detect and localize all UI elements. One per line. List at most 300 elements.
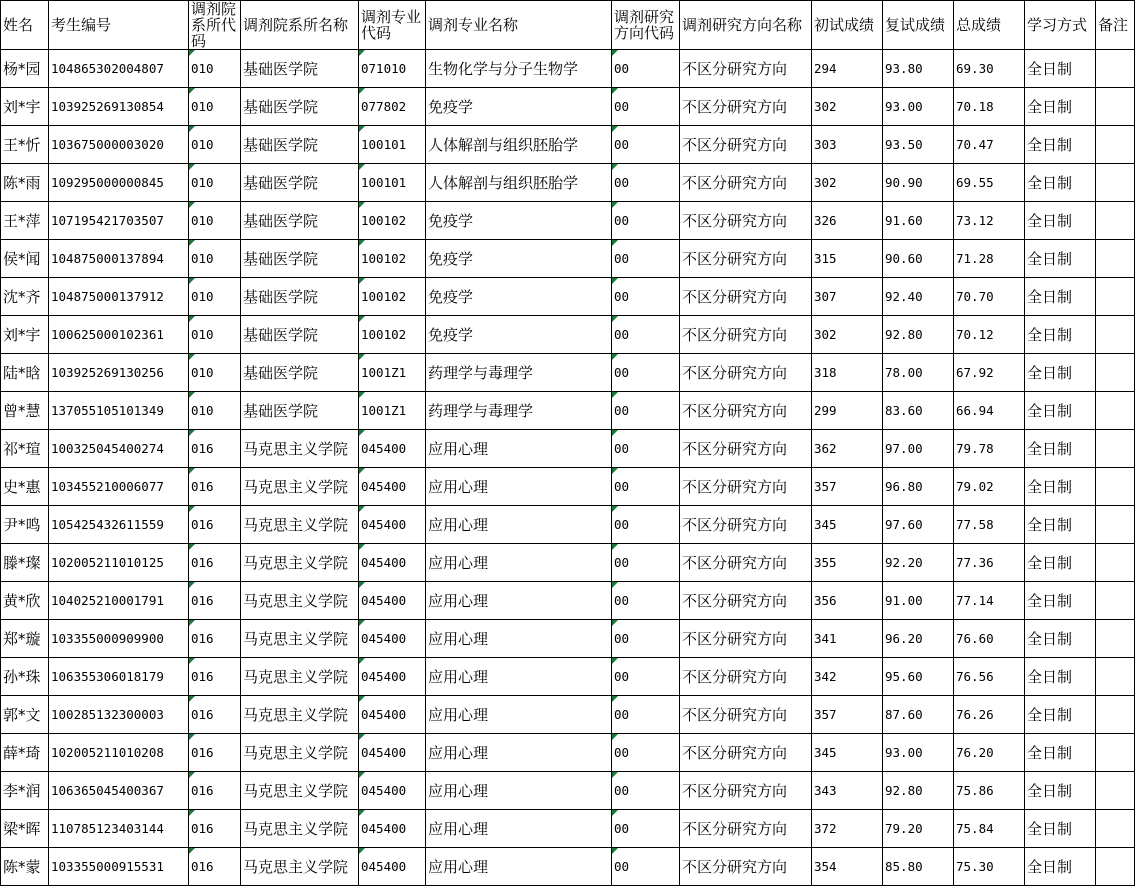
table-cell xyxy=(1096,392,1135,430)
table-cell: 全日制 xyxy=(1025,316,1096,354)
table-cell: 曾*慧 xyxy=(1,392,49,430)
table-cell: 应用心理 xyxy=(426,506,612,544)
table-cell: 00 xyxy=(612,772,680,810)
table-cell: 016 xyxy=(189,848,241,886)
table-cell: 马克思主义学院 xyxy=(241,658,359,696)
table-cell: 马克思主义学院 xyxy=(241,468,359,506)
table-cell: 1001Z1 xyxy=(359,392,426,430)
table-cell: 045400 xyxy=(359,734,426,772)
table-cell: 免疫学 xyxy=(426,202,612,240)
table-cell: 王*萍 xyxy=(1,202,49,240)
table-cell: 104865302004807 xyxy=(49,50,189,88)
table-cell: 95.60 xyxy=(883,658,954,696)
table-cell: 69.30 xyxy=(954,50,1025,88)
table-cell: 应用心理 xyxy=(426,620,612,658)
table-cell xyxy=(1096,430,1135,468)
table-cell: 马克思主义学院 xyxy=(241,620,359,658)
table-cell: 110785123403144 xyxy=(49,810,189,848)
table-cell: 00 xyxy=(612,316,680,354)
table-cell: 010 xyxy=(189,50,241,88)
table-cell xyxy=(1096,354,1135,392)
table-cell: 107195421703507 xyxy=(49,202,189,240)
table-cell: 陈*蒙 xyxy=(1,848,49,886)
table-cell: 不区分研究方向 xyxy=(680,278,812,316)
table-cell: 00 xyxy=(612,278,680,316)
table-cell: 全日制 xyxy=(1025,50,1096,88)
table-row xyxy=(1,620,1135,658)
table-cell: 生物化学与分子生物学 xyxy=(426,50,612,88)
table-cell: 70.12 xyxy=(954,316,1025,354)
table-cell: 354 xyxy=(812,848,883,886)
table-cell: 陈*雨 xyxy=(1,164,49,202)
table-cell: 全日制 xyxy=(1025,848,1096,886)
table-cell xyxy=(1096,164,1135,202)
table-cell xyxy=(1096,126,1135,164)
table-cell: 基础医学院 xyxy=(241,354,359,392)
table-cell: 76.20 xyxy=(954,734,1025,772)
table-cell xyxy=(1096,468,1135,506)
table-cell: 应用心理 xyxy=(426,772,612,810)
table-cell: 016 xyxy=(189,430,241,468)
table-cell: 362 xyxy=(812,430,883,468)
table-cell: 345 xyxy=(812,734,883,772)
table-cell: 不区分研究方向 xyxy=(680,316,812,354)
column-header: 姓名 xyxy=(1,1,49,50)
table-cell: 045400 xyxy=(359,696,426,734)
table-cell: 应用心理 xyxy=(426,848,612,886)
table-cell xyxy=(1096,240,1135,278)
table-cell: 免疫学 xyxy=(426,278,612,316)
table-cell: 不区分研究方向 xyxy=(680,810,812,848)
table-cell: 103355000909900 xyxy=(49,620,189,658)
table-cell: 孙*珠 xyxy=(1,658,49,696)
table-cell: 92.80 xyxy=(883,316,954,354)
header-row xyxy=(1,1,1135,50)
table-cell: 全日制 xyxy=(1025,734,1096,772)
table-cell: 全日制 xyxy=(1025,164,1096,202)
table-cell: 103675000003020 xyxy=(49,126,189,164)
table-cell: 不区分研究方向 xyxy=(680,354,812,392)
table-cell: 马克思主义学院 xyxy=(241,848,359,886)
table-cell: 303 xyxy=(812,126,883,164)
table-row xyxy=(1,696,1135,734)
table-cell xyxy=(1096,544,1135,582)
table-cell: 不区分研究方向 xyxy=(680,468,812,506)
table-cell: 016 xyxy=(189,544,241,582)
table-cell: 016 xyxy=(189,658,241,696)
table-cell: 王*忻 xyxy=(1,126,49,164)
table-cell: 299 xyxy=(812,392,883,430)
table-cell xyxy=(1096,620,1135,658)
table-cell: 免疫学 xyxy=(426,88,612,126)
table-row xyxy=(1,848,1135,886)
table-cell: 沈*齐 xyxy=(1,278,49,316)
table-cell: 应用心理 xyxy=(426,810,612,848)
table-cell xyxy=(1096,582,1135,620)
table-cell: 全日制 xyxy=(1025,392,1096,430)
table-cell: 刘*宇 xyxy=(1,316,49,354)
table-cell: 应用心理 xyxy=(426,544,612,582)
table-cell: 00 xyxy=(612,658,680,696)
table-cell: 010 xyxy=(189,354,241,392)
table-cell xyxy=(1096,506,1135,544)
column-header: 学习方式 xyxy=(1025,1,1096,50)
table-cell: 106355306018179 xyxy=(49,658,189,696)
table-cell: 全日制 xyxy=(1025,658,1096,696)
column-header: 总成绩 xyxy=(954,1,1025,50)
table-cell: 全日制 xyxy=(1025,772,1096,810)
table-cell: 全日制 xyxy=(1025,468,1096,506)
table-cell: 00 xyxy=(612,392,680,430)
table-cell: 071010 xyxy=(359,50,426,88)
table-cell: 基础医学院 xyxy=(241,202,359,240)
table-cell: 103925269130256 xyxy=(49,354,189,392)
table-cell: 应用心理 xyxy=(426,696,612,734)
table-cell: 不区分研究方向 xyxy=(680,848,812,886)
table-cell: 355 xyxy=(812,544,883,582)
table-row xyxy=(1,240,1135,278)
table-cell xyxy=(1096,848,1135,886)
table-cell: 应用心理 xyxy=(426,468,612,506)
table-cell: 045400 xyxy=(359,506,426,544)
table-cell: 不区分研究方向 xyxy=(680,582,812,620)
table-cell: 341 xyxy=(812,620,883,658)
table-cell: 010 xyxy=(189,240,241,278)
table-cell: 00 xyxy=(612,734,680,772)
table-cell: 79.78 xyxy=(954,430,1025,468)
table-cell: 全日制 xyxy=(1025,696,1096,734)
table-cell: 85.80 xyxy=(883,848,954,886)
column-header: 初试成绩 xyxy=(812,1,883,50)
table-cell: 基础医学院 xyxy=(241,240,359,278)
table-cell xyxy=(1096,772,1135,810)
table-cell: 不区分研究方向 xyxy=(680,50,812,88)
table-cell: 基础医学院 xyxy=(241,278,359,316)
table-cell: 045400 xyxy=(359,544,426,582)
table-cell: 010 xyxy=(189,202,241,240)
table-cell xyxy=(1096,696,1135,734)
column-header: 调剂专业名称 xyxy=(426,1,612,50)
table-cell: 100102 xyxy=(359,278,426,316)
table-cell: 103925269130854 xyxy=(49,88,189,126)
table-cell: 016 xyxy=(189,772,241,810)
table-cell: 294 xyxy=(812,50,883,88)
table-cell xyxy=(1096,50,1135,88)
table-cell: 91.00 xyxy=(883,582,954,620)
table-cell xyxy=(1096,810,1135,848)
table-cell: 基础医学院 xyxy=(241,50,359,88)
table-row xyxy=(1,582,1135,620)
table-cell: 马克思主义学院 xyxy=(241,734,359,772)
table-cell: 010 xyxy=(189,316,241,354)
table-cell: 97.60 xyxy=(883,506,954,544)
table-cell: 马克思主义学院 xyxy=(241,582,359,620)
table-cell: 00 xyxy=(612,544,680,582)
table-cell: 00 xyxy=(612,506,680,544)
table-cell: 李*润 xyxy=(1,772,49,810)
table-cell: 刘*宇 xyxy=(1,88,49,126)
table-cell: 不区分研究方向 xyxy=(680,164,812,202)
table-cell: 1001Z1 xyxy=(359,354,426,392)
table-cell: 不区分研究方向 xyxy=(680,506,812,544)
table-cell xyxy=(1096,278,1135,316)
table-cell: 102005211010125 xyxy=(49,544,189,582)
table-cell: 基础医学院 xyxy=(241,316,359,354)
table-cell: 全日制 xyxy=(1025,810,1096,848)
table-row xyxy=(1,430,1135,468)
table-cell: 91.60 xyxy=(883,202,954,240)
table-cell: 045400 xyxy=(359,620,426,658)
table-cell: 045400 xyxy=(359,848,426,886)
table-row xyxy=(1,734,1135,772)
table-row xyxy=(1,164,1135,202)
table-row xyxy=(1,316,1135,354)
table-cell: 00 xyxy=(612,848,680,886)
table-cell: 黄*欣 xyxy=(1,582,49,620)
table-cell: 87.60 xyxy=(883,696,954,734)
table-cell: 不区分研究方向 xyxy=(680,126,812,164)
table-cell: 76.60 xyxy=(954,620,1025,658)
table-cell: 103355000915531 xyxy=(49,848,189,886)
table-cell: 全日制 xyxy=(1025,126,1096,164)
table-cell: 郑*璇 xyxy=(1,620,49,658)
table-cell: 不区分研究方向 xyxy=(680,620,812,658)
table-cell: 100625000102361 xyxy=(49,316,189,354)
table-cell: 70.18 xyxy=(954,88,1025,126)
table-cell: 应用心理 xyxy=(426,658,612,696)
table-cell: 史*惠 xyxy=(1,468,49,506)
table-cell: 315 xyxy=(812,240,883,278)
table-cell: 100101 xyxy=(359,126,426,164)
table-cell: 00 xyxy=(612,50,680,88)
table-cell: 薛*琦 xyxy=(1,734,49,772)
table-cell: 76.56 xyxy=(954,658,1025,696)
table-cell: 016 xyxy=(189,582,241,620)
table-cell: 66.94 xyxy=(954,392,1025,430)
table-cell: 104875000137912 xyxy=(49,278,189,316)
table-cell: 79.20 xyxy=(883,810,954,848)
table-cell: 356 xyxy=(812,582,883,620)
table-cell: 77.14 xyxy=(954,582,1025,620)
table-cell: 不区分研究方向 xyxy=(680,696,812,734)
table-cell: 不区分研究方向 xyxy=(680,658,812,696)
table-cell: 016 xyxy=(189,506,241,544)
table-cell: 010 xyxy=(189,164,241,202)
table-cell: 不区分研究方向 xyxy=(680,772,812,810)
table-cell: 00 xyxy=(612,202,680,240)
table-cell: 045400 xyxy=(359,430,426,468)
column-header: 调剂研究方向名称 xyxy=(680,1,812,50)
table-cell: 郭*文 xyxy=(1,696,49,734)
table-cell: 马克思主义学院 xyxy=(241,506,359,544)
table-cell: 药理学与毒理学 xyxy=(426,392,612,430)
table-cell: 00 xyxy=(612,468,680,506)
column-header: 考生编号 xyxy=(49,1,189,50)
table-row xyxy=(1,278,1135,316)
table-cell: 100102 xyxy=(359,202,426,240)
table-cell: 全日制 xyxy=(1025,430,1096,468)
table-cell: 应用心理 xyxy=(426,582,612,620)
table-cell: 基础医学院 xyxy=(241,392,359,430)
table-row xyxy=(1,544,1135,582)
table-cell: 100102 xyxy=(359,240,426,278)
table-cell: 药理学与毒理学 xyxy=(426,354,612,392)
table-cell xyxy=(1096,202,1135,240)
table-cell: 010 xyxy=(189,88,241,126)
table-cell: 357 xyxy=(812,468,883,506)
table-cell: 92.80 xyxy=(883,772,954,810)
table-cell: 00 xyxy=(612,88,680,126)
table-cell: 基础医学院 xyxy=(241,164,359,202)
table-cell: 93.50 xyxy=(883,126,954,164)
table-cell: 93.00 xyxy=(883,734,954,772)
table-cell: 342 xyxy=(812,658,883,696)
table-cell: 马克思主义学院 xyxy=(241,544,359,582)
table-cell: 045400 xyxy=(359,658,426,696)
table-cell: 不区分研究方向 xyxy=(680,240,812,278)
table-cell: 93.00 xyxy=(883,88,954,126)
table-cell: 103455210006077 xyxy=(49,468,189,506)
table-cell: 045400 xyxy=(359,810,426,848)
table-cell: 全日制 xyxy=(1025,544,1096,582)
table-cell: 00 xyxy=(612,164,680,202)
table-cell: 不区分研究方向 xyxy=(680,392,812,430)
table-cell: 67.92 xyxy=(954,354,1025,392)
table-cell: 045400 xyxy=(359,582,426,620)
table-cell: 343 xyxy=(812,772,883,810)
table-cell: 75.30 xyxy=(954,848,1025,886)
table-row xyxy=(1,126,1135,164)
table-cell: 104025210001791 xyxy=(49,582,189,620)
table-cell xyxy=(1096,316,1135,354)
table-cell: 96.80 xyxy=(883,468,954,506)
table-cell: 326 xyxy=(812,202,883,240)
table-cell: 不区分研究方向 xyxy=(680,202,812,240)
table-header xyxy=(1,1,1135,50)
table-row xyxy=(1,658,1135,696)
table-row xyxy=(1,50,1135,88)
table-cell: 100285132300003 xyxy=(49,696,189,734)
table-cell: 杨*园 xyxy=(1,50,49,88)
table-cell xyxy=(1096,734,1135,772)
table-cell: 75.86 xyxy=(954,772,1025,810)
table-cell: 69.55 xyxy=(954,164,1025,202)
table-cell: 不区分研究方向 xyxy=(680,734,812,772)
table-cell: 全日制 xyxy=(1025,202,1096,240)
table-cell xyxy=(1096,658,1135,696)
table-cell: 106365045400367 xyxy=(49,772,189,810)
table-cell: 010 xyxy=(189,126,241,164)
table-cell: 96.20 xyxy=(883,620,954,658)
table-cell: 00 xyxy=(612,354,680,392)
table-cell: 70.70 xyxy=(954,278,1025,316)
table-cell: 不区分研究方向 xyxy=(680,88,812,126)
table-cell: 全日制 xyxy=(1025,354,1096,392)
table-cell: 人体解剖与组织胚胎学 xyxy=(426,126,612,164)
table-cell: 基础医学院 xyxy=(241,88,359,126)
table-cell: 祁*瑄 xyxy=(1,430,49,468)
table-cell: 016 xyxy=(189,810,241,848)
table-cell: 016 xyxy=(189,620,241,658)
column-header: 调剂院系所代码 xyxy=(189,1,241,50)
table-cell: 基础医学院 xyxy=(241,126,359,164)
table-cell: 马克思主义学院 xyxy=(241,772,359,810)
table-cell: 045400 xyxy=(359,772,426,810)
table-cell: 免疫学 xyxy=(426,316,612,354)
table-cell: 016 xyxy=(189,468,241,506)
table-cell: 137055105101349 xyxy=(49,392,189,430)
table-cell: 97.00 xyxy=(883,430,954,468)
column-header: 调剂专业代码 xyxy=(359,1,426,50)
table-cell: 100102 xyxy=(359,316,426,354)
table-cell: 马克思主义学院 xyxy=(241,430,359,468)
table-cell: 滕*璨 xyxy=(1,544,49,582)
table-cell: 102005211010208 xyxy=(49,734,189,772)
table-cell: 302 xyxy=(812,88,883,126)
table-cell: 00 xyxy=(612,696,680,734)
table-cell: 71.28 xyxy=(954,240,1025,278)
table-body xyxy=(1,50,1135,886)
table-row xyxy=(1,202,1135,240)
table-cell: 104875000137894 xyxy=(49,240,189,278)
table-cell: 00 xyxy=(612,582,680,620)
table-cell: 人体解剖与组织胚胎学 xyxy=(426,164,612,202)
table-cell: 318 xyxy=(812,354,883,392)
table-cell: 全日制 xyxy=(1025,506,1096,544)
table-cell: 93.80 xyxy=(883,50,954,88)
table-cell: 90.60 xyxy=(883,240,954,278)
table-cell: 109295000000845 xyxy=(49,164,189,202)
column-header: 复试成绩 xyxy=(883,1,954,50)
table-cell: 00 xyxy=(612,810,680,848)
table-cell: 345 xyxy=(812,506,883,544)
table-cell: 010 xyxy=(189,392,241,430)
table-cell: 100325045400274 xyxy=(49,430,189,468)
table-row xyxy=(1,88,1135,126)
table-cell: 92.20 xyxy=(883,544,954,582)
table-cell: 372 xyxy=(812,810,883,848)
table-cell: 全日制 xyxy=(1025,88,1096,126)
table-cell: 全日制 xyxy=(1025,620,1096,658)
column-header: 调剂研究方向代码 xyxy=(612,1,680,50)
table-row xyxy=(1,810,1135,848)
table-cell: 侯*闻 xyxy=(1,240,49,278)
table-cell: 应用心理 xyxy=(426,430,612,468)
table-cell: 100101 xyxy=(359,164,426,202)
table-cell: 357 xyxy=(812,696,883,734)
table-cell: 010 xyxy=(189,278,241,316)
table-cell: 70.47 xyxy=(954,126,1025,164)
table-cell: 90.90 xyxy=(883,164,954,202)
table-cell: 77.36 xyxy=(954,544,1025,582)
table-cell: 马克思主义学院 xyxy=(241,696,359,734)
table-row xyxy=(1,468,1135,506)
table-cell: 00 xyxy=(612,126,680,164)
table-cell: 00 xyxy=(612,620,680,658)
table-cell: 全日制 xyxy=(1025,582,1096,620)
table-cell: 77.58 xyxy=(954,506,1025,544)
table-cell: 马克思主义学院 xyxy=(241,810,359,848)
table-cell: 302 xyxy=(812,164,883,202)
table-cell: 不区分研究方向 xyxy=(680,430,812,468)
table-cell: 00 xyxy=(612,240,680,278)
table-cell: 79.02 xyxy=(954,468,1025,506)
table-cell: 78.00 xyxy=(883,354,954,392)
table-cell: 016 xyxy=(189,696,241,734)
table-cell: 92.40 xyxy=(883,278,954,316)
table-cell: 梁*晖 xyxy=(1,810,49,848)
column-header: 备注 xyxy=(1096,1,1135,50)
